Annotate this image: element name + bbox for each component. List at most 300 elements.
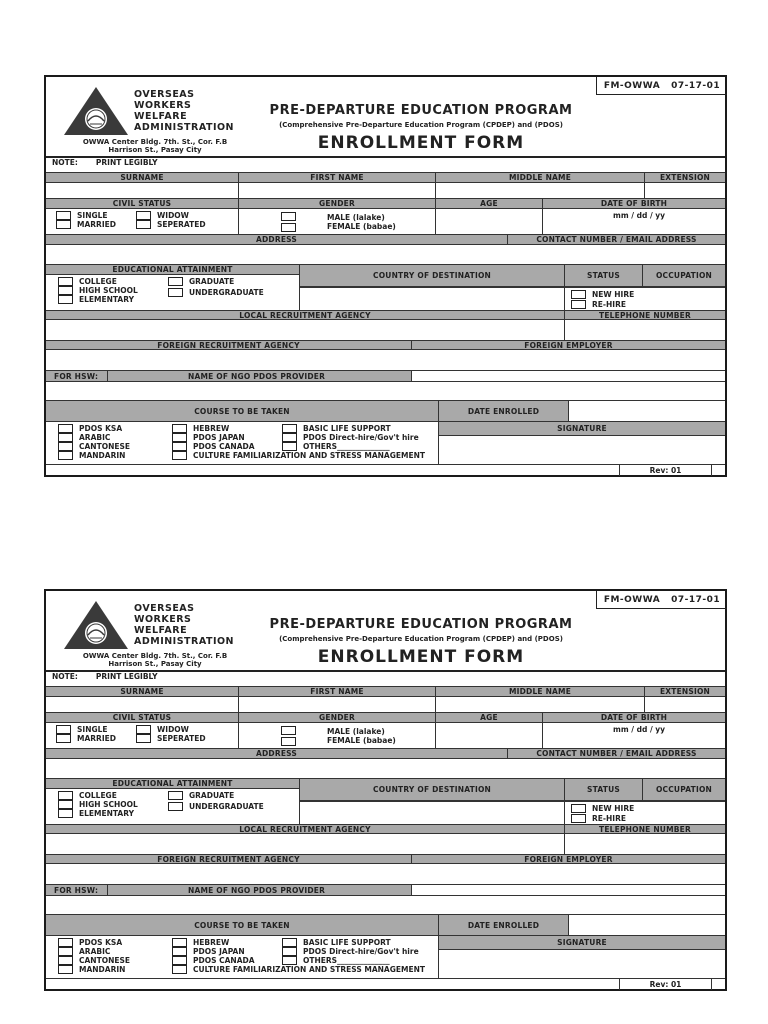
foreign-employer-field[interactable] <box>412 864 725 884</box>
foreign-row <box>46 864 725 884</box>
local-agency-field[interactable] <box>46 320 565 340</box>
address-line-1: OWWA Center Bldg. 7th. St., Cor. F.B <box>82 138 228 146</box>
org-line-4: ADMINISTRATION <box>134 636 235 647</box>
org-line-2: WORKERS <box>134 100 192 111</box>
course-pdos-ksa[interactable] <box>58 424 130 433</box>
option-label: OTHERS______________ <box>303 956 390 965</box>
option-label: NEW HIRE <box>592 804 635 813</box>
option-label: PDOS Direct-hire/Gov't hire <box>303 433 419 442</box>
course-pdos-ksa[interactable] <box>58 938 130 947</box>
checkbox[interactable] <box>168 277 183 286</box>
status-header <box>565 265 643 287</box>
option-label: PDOS Direct-hire/Gov't hire <box>303 947 419 956</box>
education-options <box>46 789 300 825</box>
telephone-label: TELEPHONE NUMBER <box>599 310 691 320</box>
address-line-2: Harrison St., Pasay City <box>108 146 202 154</box>
checkbox[interactable] <box>282 424 297 433</box>
civil-status-options <box>46 209 239 234</box>
course-cantonese[interactable] <box>58 442 130 451</box>
hsw-spacer <box>46 382 725 400</box>
course-cantonese[interactable] <box>58 956 130 965</box>
rev-label: Rev: 01 <box>649 980 682 989</box>
checkbox[interactable] <box>136 725 151 734</box>
checkbox[interactable] <box>58 442 73 451</box>
signature-field[interactable] <box>439 436 725 464</box>
gender-label: GENDER <box>319 199 355 208</box>
option-label: COLLEGE <box>79 277 117 286</box>
status-re-hire[interactable] <box>571 814 626 823</box>
course-col-1 <box>58 938 130 974</box>
checkbox[interactable] <box>58 938 73 947</box>
checkbox[interactable] <box>58 800 73 809</box>
option-label: MARRIED <box>77 220 116 229</box>
course-others[interactable] <box>282 442 419 451</box>
option-label: HEBREW <box>193 938 230 947</box>
civil-widow[interactable] <box>136 725 189 734</box>
course-culture[interactable] <box>172 965 425 974</box>
checkbox[interactable] <box>58 956 73 965</box>
address-field[interactable] <box>46 759 508 778</box>
civil-status-label: CIVIL STATUS <box>112 199 172 208</box>
country-destination-field[interactable] <box>300 801 565 825</box>
option-label: NEW HIRE <box>592 290 635 299</box>
checkbox[interactable] <box>282 956 297 965</box>
option-label: HIGH SCHOOL <box>79 800 138 809</box>
civil-widow[interactable] <box>136 211 189 220</box>
rev-box <box>619 465 712 476</box>
form-code: FM-OWWA 07-17-01 <box>603 594 721 605</box>
checkbox[interactable] <box>56 725 71 734</box>
civil-status-options <box>46 723 239 748</box>
name-header-bar <box>46 686 725 697</box>
option-label: ELEMENTARY <box>79 809 135 818</box>
foreign-agency-field[interactable] <box>46 864 412 884</box>
local-agency-label: LOCAL RECRUITMENT AGENCY <box>239 310 371 320</box>
option-label: SINGLE <box>77 211 108 220</box>
checkbox[interactable] <box>58 965 73 974</box>
program-title: PRE-DEPARTURE EDUCATION PROGRAM <box>269 103 573 118</box>
rev-box <box>619 979 712 990</box>
option-label: WIDOW <box>157 725 189 734</box>
option-label: MARRIED <box>77 734 116 743</box>
for-hsw-label: FOR HSW: <box>54 371 99 381</box>
country-destination-label: COUNTRY OF DESTINATION <box>373 271 491 280</box>
age-field[interactable] <box>436 209 543 234</box>
checkbox[interactable] <box>168 288 183 297</box>
checkbox[interactable] <box>571 814 586 823</box>
edu-elementary[interactable] <box>58 295 134 304</box>
civil-fields-row <box>46 723 725 748</box>
edu-undergraduate[interactable] <box>168 802 264 811</box>
address-line-1: OWWA Center Bldg. 7th. St., Cor. F.B <box>82 652 228 660</box>
checkbox[interactable] <box>58 277 73 286</box>
course-culture[interactable] <box>172 451 425 460</box>
course-col-3 <box>282 938 419 965</box>
org-line-1: OVERSEAS <box>134 603 195 614</box>
status-new-hire[interactable] <box>571 804 634 813</box>
extension-field[interactable] <box>645 697 725 712</box>
option-label: UNDERGRADUATE <box>189 288 264 297</box>
age-field[interactable] <box>436 723 543 748</box>
civil-status-label: CIVIL STATUS <box>112 713 172 722</box>
address-field[interactable] <box>46 245 508 264</box>
address-header-bar <box>46 234 725 245</box>
status-header <box>565 779 643 801</box>
local-agency-header <box>46 310 725 320</box>
course-header <box>46 914 725 936</box>
option-label: RE-HIRE <box>592 814 626 823</box>
checkbox[interactable] <box>172 424 187 433</box>
note-label: NOTE: <box>52 671 78 681</box>
ngo-provider-label: NAME OF NGO PDOS PROVIDER <box>188 885 326 895</box>
form-title: ENROLLMENT FORM <box>317 133 525 153</box>
logo-block <box>46 591 246 671</box>
civil-married[interactable] <box>56 734 116 743</box>
form-code: FM-OWWA 07-17-01 <box>603 80 721 91</box>
ngo-provider-field[interactable] <box>412 371 725 381</box>
checkbox-female[interactable] <box>281 223 296 232</box>
name-header-bar <box>46 172 725 183</box>
surname-field[interactable] <box>46 697 239 712</box>
checkbox[interactable] <box>56 734 71 743</box>
checkbox[interactable] <box>172 442 187 451</box>
option-label: MANDARIN <box>79 965 126 974</box>
course-options <box>46 422 439 464</box>
checkbox[interactable] <box>58 809 73 818</box>
name-fields-row <box>46 697 725 712</box>
option-label: PDOS KSA <box>79 424 123 433</box>
enrollment-form-bottom <box>44 589 727 991</box>
extension-field[interactable] <box>645 183 725 198</box>
checkbox[interactable] <box>282 938 297 947</box>
status-label: STATUS <box>587 271 620 280</box>
date-enrolled-field[interactable] <box>569 915 725 935</box>
civil-single[interactable] <box>56 211 108 220</box>
checkbox[interactable] <box>282 433 297 442</box>
org-line-4: ADMINISTRATION <box>134 122 235 133</box>
org-name <box>134 603 234 647</box>
course-others[interactable] <box>282 956 419 965</box>
course-col-1 <box>58 424 130 460</box>
edu-college[interactable] <box>58 277 117 286</box>
local-agency-row <box>46 320 725 340</box>
form-title: ENROLLMENT FORM <box>317 647 525 667</box>
option-label: CULTURE FAMILIARIZATION AND STRESS MANAGEMENT <box>193 965 425 974</box>
option-label: CANTONESE <box>79 442 131 451</box>
date-enrolled-label: DATE ENROLLED <box>467 920 540 930</box>
option-label: BASIC LIFE SUPPORT <box>303 424 391 433</box>
option-label: GRADUATE <box>189 277 235 286</box>
civil-fields-row <box>46 209 725 234</box>
education-header <box>46 779 300 789</box>
enrollment-form-top <box>44 75 727 477</box>
contact-field[interactable] <box>508 245 725 264</box>
address-fields-row <box>46 245 725 264</box>
option-label: SEPERATED <box>157 734 206 743</box>
foreign-employer-field[interactable] <box>412 350 725 370</box>
form-code-box <box>596 591 727 609</box>
local-agency-field[interactable] <box>46 834 565 854</box>
foreign-employer-label: FOREIGN EMPLOYER <box>524 340 613 350</box>
course-col-3 <box>282 424 419 451</box>
contact-field[interactable] <box>508 759 725 778</box>
checkbox[interactable] <box>58 295 73 304</box>
option-label: GRADUATE <box>189 791 235 800</box>
age-label: AGE <box>480 199 498 208</box>
surname-label: SURNAME <box>120 173 164 182</box>
option-label: UNDERGRADUATE <box>189 802 264 811</box>
course-basic-life-support[interactable] <box>282 424 419 433</box>
option-label: CANTONESE <box>79 956 131 965</box>
checkbox[interactable] <box>571 804 586 813</box>
status-re-hire[interactable] <box>571 300 626 309</box>
hsw-header <box>46 370 725 382</box>
foreign-agency-label: FOREIGN RECRUITMENT AGENCY <box>157 340 300 350</box>
civil-single[interactable] <box>56 725 108 734</box>
surname-label: SURNAME <box>120 687 164 696</box>
edu-high-school[interactable] <box>58 800 138 809</box>
checkbox[interactable] <box>172 947 187 956</box>
org-line-1: OVERSEAS <box>134 89 195 100</box>
edu-high-school[interactable] <box>58 286 138 295</box>
edu-college[interactable] <box>58 791 117 800</box>
edu-graduate[interactable] <box>168 791 234 800</box>
local-agency-label: LOCAL RECRUITMENT AGENCY <box>239 824 371 834</box>
option-label: PDOS JAPAN <box>193 433 245 442</box>
gender-male-label: MALE (lalake) <box>327 213 385 222</box>
occupation-label: OCCUPATION <box>655 271 713 280</box>
telephone-field[interactable] <box>565 834 725 854</box>
telephone-label: TELEPHONE NUMBER <box>599 824 691 834</box>
edu-graduate[interactable] <box>168 277 234 286</box>
status-label: STATUS <box>587 785 620 794</box>
checkbox[interactable] <box>168 791 183 800</box>
note-label: NOTE: <box>52 157 78 167</box>
extension-label: EXTENSION <box>659 687 711 696</box>
checkbox[interactable] <box>58 433 73 442</box>
address-line-2: Harrison St., Pasay City <box>108 660 202 668</box>
checkbox[interactable] <box>58 451 73 460</box>
checkbox[interactable] <box>58 286 73 295</box>
dob-field[interactable] <box>543 723 725 748</box>
foreign-agency-field[interactable] <box>46 350 412 370</box>
surname-field[interactable] <box>46 183 239 198</box>
name-fields-row <box>46 183 725 198</box>
occupation-header <box>643 265 725 287</box>
checkbox[interactable] <box>56 211 71 220</box>
logo-block <box>46 77 246 157</box>
gender-options <box>239 723 436 748</box>
checkbox[interactable] <box>282 947 297 956</box>
option-label: PDOS CANADA <box>193 956 255 965</box>
checkbox[interactable] <box>56 220 71 229</box>
date-enrolled-label: DATE ENROLLED <box>467 406 540 416</box>
gender-female-label: FEMALE (babae) <box>327 736 396 745</box>
checkbox-female[interactable] <box>281 737 296 746</box>
ngo-provider-field[interactable] <box>412 885 725 895</box>
option-label: CULTURE FAMILIARIZATION AND STRESS MANAGEMENT <box>193 451 425 460</box>
course-options <box>46 936 439 978</box>
foreign-agency-label: FOREIGN RECRUITMENT AGENCY <box>157 854 300 864</box>
gender-labels <box>327 213 396 231</box>
footer-row <box>46 464 725 475</box>
course-pdos-direct-hire[interactable] <box>282 433 419 442</box>
option-label: PDOS JAPAN <box>193 947 245 956</box>
checkbox[interactable] <box>172 938 187 947</box>
civil-header-bar <box>46 198 725 209</box>
option-label: SINGLE <box>77 725 108 734</box>
civil-seperated[interactable] <box>136 734 206 743</box>
org-address <box>60 138 250 154</box>
age-label: AGE <box>480 713 498 722</box>
option-label: SEPERATED <box>157 220 206 229</box>
org-line-3: WELFARE <box>134 111 188 122</box>
checkbox[interactable] <box>172 965 187 974</box>
owwa-logo-icon <box>62 85 130 137</box>
status-options <box>565 287 725 311</box>
checkbox[interactable] <box>58 424 73 433</box>
option-label: COLLEGE <box>79 791 117 800</box>
gender-boxes <box>281 212 296 232</box>
option-label: RE-HIRE <box>592 300 626 309</box>
checkbox[interactable] <box>571 290 586 299</box>
education-label: EDUCATIONAL ATTAINMENT <box>112 779 233 788</box>
checkbox[interactable] <box>136 734 151 743</box>
checkbox[interactable] <box>168 802 183 811</box>
checkbox-male[interactable] <box>281 212 296 221</box>
owwa-logo-icon <box>62 599 130 651</box>
signature-label: SIGNATURE <box>557 424 607 433</box>
checkbox[interactable] <box>136 220 151 229</box>
edu-undergraduate[interactable] <box>168 288 264 297</box>
local-agency-header <box>46 824 725 834</box>
dob-field[interactable] <box>543 209 725 234</box>
note-row <box>46 670 725 680</box>
first-name-field[interactable] <box>239 183 436 198</box>
status-options <box>565 801 725 825</box>
middle-name-field[interactable] <box>436 183 645 198</box>
option-label: HIGH SCHOOL <box>79 286 138 295</box>
middle-name-label: MIDDLE NAME <box>508 173 572 182</box>
org-line-3: WELFARE <box>134 625 188 636</box>
destination-header <box>300 265 565 287</box>
option-label: MANDARIN <box>79 451 126 460</box>
local-agency-row <box>46 834 725 854</box>
signature-header <box>439 422 725 436</box>
foreign-header <box>46 854 725 864</box>
gender-boxes <box>281 726 296 746</box>
course-pdos-direct-hire[interactable] <box>282 947 419 956</box>
country-destination-field[interactable] <box>300 287 565 311</box>
option-label: OTHERS______________ <box>303 442 390 451</box>
address-fields-row <box>46 759 725 778</box>
program-title: PRE-DEPARTURE EDUCATION PROGRAM <box>269 617 573 632</box>
note-row <box>46 156 725 166</box>
civil-seperated[interactable] <box>136 220 206 229</box>
course-mandarin[interactable] <box>58 965 130 974</box>
signature-header <box>439 936 725 950</box>
occupation-label: OCCUPATION <box>655 785 713 794</box>
course-header <box>46 400 725 422</box>
gender-male-label: MALE (lalake) <box>327 727 385 736</box>
option-label: ELEMENTARY <box>79 295 135 304</box>
gender-female-label: FEMALE (babae) <box>327 222 396 231</box>
option-label: BASIC LIFE SUPPORT <box>303 938 391 947</box>
address-header-bar <box>46 748 725 759</box>
date-enrolled-field[interactable] <box>569 401 725 421</box>
education-section <box>46 264 725 310</box>
telephone-field[interactable] <box>565 320 725 340</box>
checkbox-male[interactable] <box>281 726 296 735</box>
ngo-provider-label: NAME OF NGO PDOS PROVIDER <box>188 371 326 381</box>
checkbox[interactable] <box>172 433 187 442</box>
form-code-box <box>596 77 727 95</box>
education-options <box>46 275 300 311</box>
checkbox[interactable] <box>58 791 73 800</box>
hsw-spacer <box>46 896 725 914</box>
checkbox[interactable] <box>172 956 187 965</box>
checkbox[interactable] <box>282 442 297 451</box>
education-label: EDUCATIONAL ATTAINMENT <box>112 265 233 274</box>
first-name-label: FIRST NAME <box>310 687 364 696</box>
dob-label: DATE OF BIRTH <box>600 713 668 722</box>
option-label: ARABIC <box>79 433 111 442</box>
option-label: PDOS CANADA <box>193 442 255 451</box>
education-section <box>46 778 725 824</box>
rev-label: Rev: 01 <box>649 466 682 475</box>
middle-name-field[interactable] <box>436 697 645 712</box>
org-name <box>134 89 234 133</box>
signature-field[interactable] <box>439 950 725 978</box>
dob-format: mm / dd / yy <box>613 211 666 220</box>
gender-labels <box>327 727 396 745</box>
first-name-label: FIRST NAME <box>310 173 364 182</box>
first-name-field[interactable] <box>239 697 436 712</box>
foreign-header <box>46 340 725 350</box>
course-arabic[interactable] <box>58 433 130 442</box>
checkbox[interactable] <box>571 300 586 309</box>
status-new-hire[interactable] <box>571 290 634 299</box>
option-label: WIDOW <box>157 211 189 220</box>
gender-label: GENDER <box>319 713 355 722</box>
destination-header <box>300 779 565 801</box>
foreign-employer-label: FOREIGN EMPLOYER <box>524 854 613 864</box>
civil-married[interactable] <box>56 220 116 229</box>
course-arabic[interactable] <box>58 947 130 956</box>
option-label: ARABIC <box>79 947 111 956</box>
education-header <box>46 265 300 275</box>
course-basic-life-support[interactable] <box>282 938 419 947</box>
country-destination-label: COUNTRY OF DESTINATION <box>373 785 491 794</box>
option-label: HEBREW <box>193 424 230 433</box>
civil-header-bar <box>46 712 725 723</box>
print-legibly-label: PRINT LEGIBLY <box>95 157 158 167</box>
contact-label: CONTACT NUMBER / EMAIL ADDRESS <box>536 235 697 244</box>
org-address <box>60 652 250 668</box>
checkbox[interactable] <box>58 947 73 956</box>
program-subtitle: (Comprehensive Pre-Departure Education Program (CPDEP) and (PDOS) <box>279 635 563 643</box>
extension-label: EXTENSION <box>659 173 711 182</box>
signature-label: SIGNATURE <box>557 938 607 947</box>
dob-format: mm / dd / yy <box>613 725 666 734</box>
hsw-header <box>46 884 725 896</box>
option-label: PDOS KSA <box>79 938 123 947</box>
checkbox[interactable] <box>172 451 187 460</box>
edu-elementary[interactable] <box>58 809 134 818</box>
course-mandarin[interactable] <box>58 451 130 460</box>
middle-name-label: MIDDLE NAME <box>508 687 572 696</box>
checkbox[interactable] <box>136 211 151 220</box>
